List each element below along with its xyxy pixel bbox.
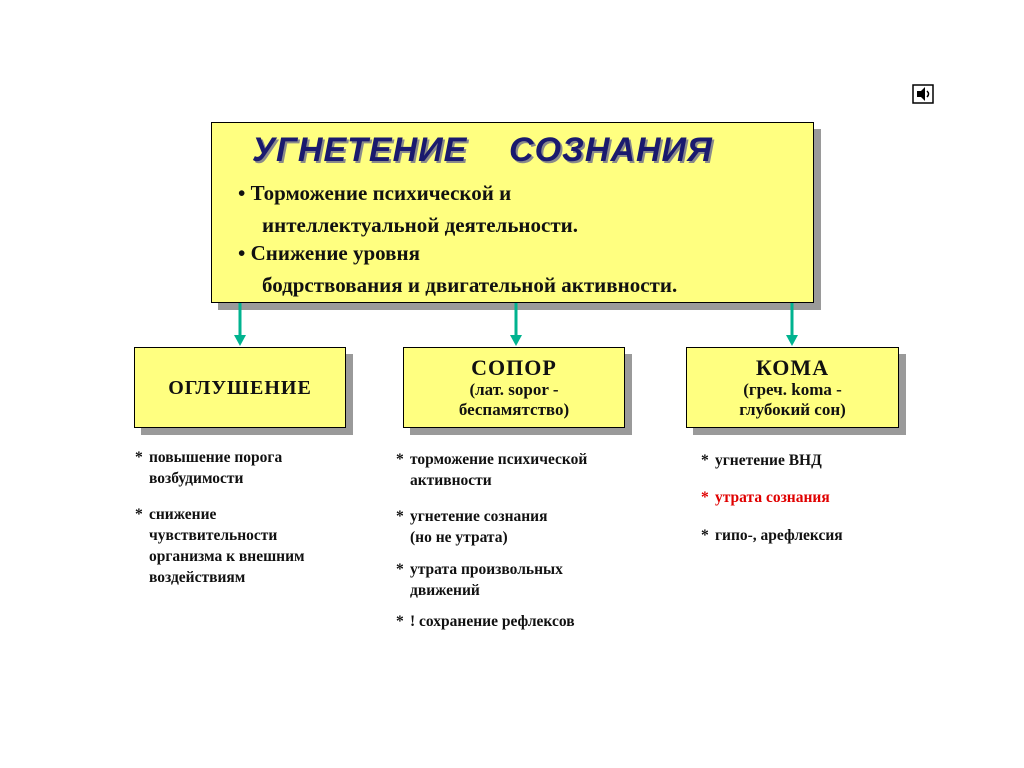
list-item — [396, 506, 548, 548]
list-item — [135, 504, 305, 588]
list-item-text: движений — [410, 582, 480, 599]
sopor-title: СОПОР — [471, 354, 557, 380]
list-marker: * — [396, 613, 404, 630]
list-item-text: (но не утрата) — [410, 529, 508, 546]
list-marker: * — [135, 449, 143, 466]
coma-title: КОМА — [755, 354, 830, 380]
list-item-text: угнетение сознания — [410, 508, 548, 525]
main-title: УГНЕТЕНИЕ СОЗНАНИЯ — [252, 131, 713, 169]
list-item-text: угнетение ВНД — [715, 452, 822, 469]
list-item-text: торможение психической — [410, 451, 588, 468]
list-marker: * — [396, 508, 404, 525]
arrow-to-stupefaction — [231, 303, 249, 347]
main-bullet-2 — [238, 237, 677, 301]
list-marker: * — [396, 451, 404, 468]
arrow-to-coma — [783, 303, 801, 347]
main-bullet-2-line-2: бодрствования и двигательной активности. — [262, 273, 678, 297]
coma-subtitle-2: глубокий сон) — [739, 399, 846, 419]
coma-subtitle-1: (греч. koma - — [743, 379, 842, 399]
list-item-text: организма к внешним — [149, 548, 305, 565]
main-bullet-2-line-1: • Снижение уровня — [238, 241, 420, 265]
list-marker: * — [701, 489, 709, 506]
list-item-highlighted — [701, 487, 830, 508]
coma-box — [686, 347, 899, 428]
sopor-subtitle-1: (лат. sopor - — [469, 379, 559, 399]
list-item-text: активности — [410, 472, 492, 489]
list-item-text: воздействиям — [149, 569, 246, 586]
list-item — [701, 525, 843, 546]
list-marker: * — [135, 506, 143, 523]
list-item-text: повышение порога — [149, 449, 283, 466]
list-item — [135, 447, 282, 489]
sopor-box — [403, 347, 625, 428]
list-marker: * — [396, 561, 404, 578]
main-bullet-1-line-2: интеллектуальной деятельности. — [262, 213, 579, 237]
list-item — [396, 611, 575, 632]
stupefaction-title: ОГЛУШЕНИЕ — [168, 376, 312, 399]
list-item-text: утрата произвольных — [410, 561, 563, 578]
list-item-text: возбудимости — [149, 470, 244, 487]
sopor-list — [396, 449, 646, 639]
main-bullet-1 — [238, 177, 578, 241]
stupefaction-box — [134, 347, 346, 428]
list-item-text: снижение — [149, 506, 217, 523]
coma-list — [701, 450, 901, 550]
main-concept-box — [211, 122, 814, 303]
list-item-text: чувствительности — [149, 527, 278, 544]
list-item-text: ! сохранение рефлексов — [410, 613, 575, 630]
list-marker: * — [701, 452, 709, 469]
speaker-nav-icon[interactable] — [912, 84, 934, 104]
list-marker: * — [701, 527, 709, 544]
list-item — [701, 450, 822, 471]
list-item-text: утрата сознания — [715, 489, 830, 506]
list-item-text: гипо-, арефлексия — [715, 527, 843, 544]
arrow-to-sopor — [507, 303, 525, 347]
main-bullet-1-line-1: • Торможение психической и — [238, 181, 512, 205]
list-item — [396, 559, 563, 601]
stupefaction-list — [135, 447, 365, 597]
list-item — [396, 449, 587, 491]
sopor-subtitle-2: беспамятство) — [458, 399, 570, 419]
